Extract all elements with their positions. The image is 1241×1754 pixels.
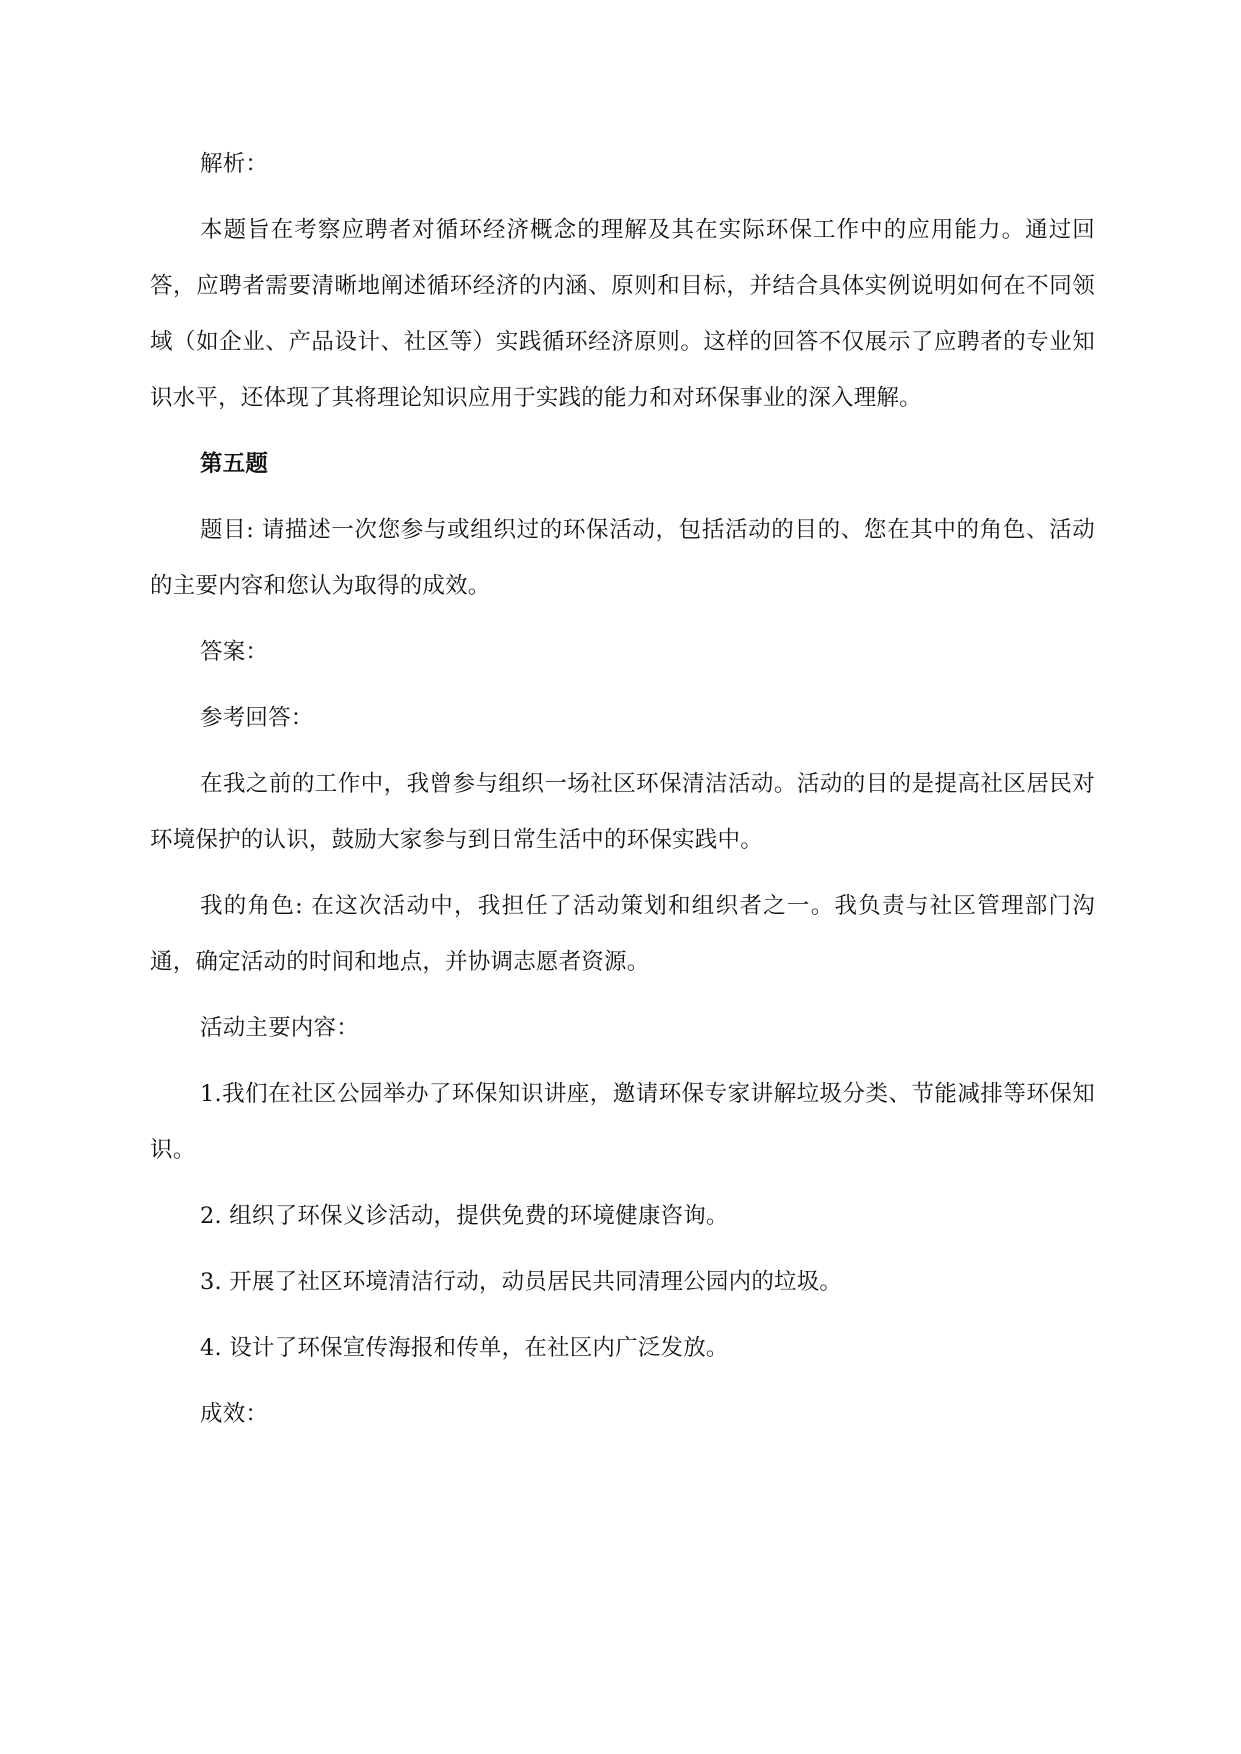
page-content: [150, 136, 1095, 1442]
intro-paragraph: 在我之前的工作中，我曾参与组织一场社区环保清洁活动。活动的目的是提高社区居民对环境保护的认识，鼓励大家参与到日常生活中的环保实践中。: [150, 771, 1095, 853]
analysis-label: 解析：: [200, 151, 269, 177]
question-text: 题目: 请描述一次您参与或组织过的环保活动，包括活动的目的、您在其中的角色、活动的主要内容和您认为取得的成效。: [150, 517, 1095, 599]
list-item: 2. 组织了环保义诊活动，提供免费的环境健康咨询。: [200, 1203, 729, 1229]
reference-label: 参考回答：: [200, 705, 314, 731]
role-paragraph: 我的角色: 在这次活动中，我担任了活动策划和组织者之一。我负责与社区管理部门沟通，确定活动的时间和地点，并协调志愿者资源。: [150, 893, 1095, 975]
list-item: 1.我们在社区公园举办了环保知识讲座，邀请环保专家讲解垃圾分类、节能减排等环保知识。: [150, 1081, 1095, 1163]
results-label: 成效：: [200, 1401, 269, 1427]
list-item: 3. 开展了社区环境清洁行动，动员居民共同清理公园内的垃圾。: [200, 1269, 843, 1295]
list-item: 4. 设计了环保宣传海报和传单，在社区内广泛发放。: [200, 1335, 729, 1361]
analysis-body: 本题旨在考察应聘者对循环经济概念的理解及其在实际环保工作中的应用能力。通过回答，应聘者需要清晰地阐述循环经济的内涵、原则和目标，并结合具体实例说明如何在不同领域（如企业、产品设计、社区等）实践循环经济原则。这样的回答不仅展示了应聘者的专业知识水平，还体现了其将理论知识应用于实践的能力和对环保事业的深入理解。: [150, 217, 1095, 411]
content-label: 活动主要内容：: [200, 1015, 359, 1041]
answer-label: 答案：: [200, 639, 269, 665]
question-heading: 第五题: [200, 451, 269, 477]
